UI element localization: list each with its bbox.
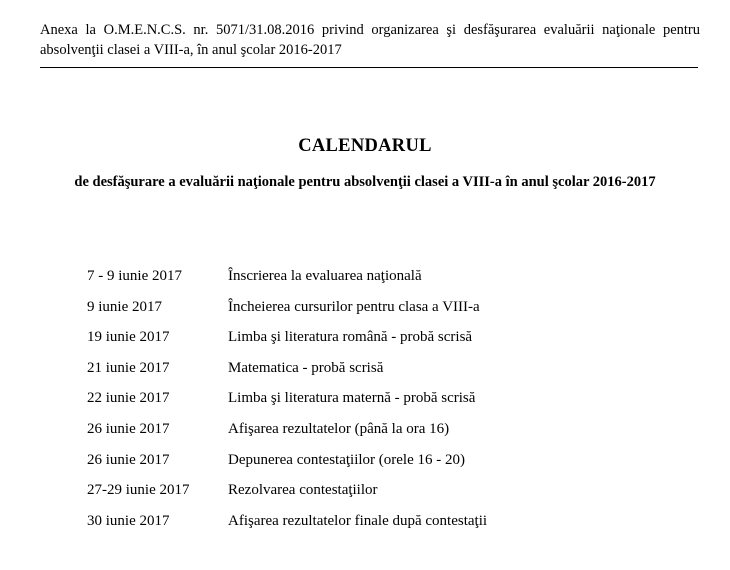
- calendar-event: Matematica - probă scrisă: [228, 359, 384, 376]
- calendar-event: Încheierea cursurilor pentru clasa a VIII-a: [228, 298, 480, 315]
- calendar-row: [87, 358, 687, 389]
- calendar-event: Rezolvarea contestaţiilor: [228, 482, 378, 499]
- calendar-row: [87, 388, 687, 419]
- calendar-event: Afişarea rezultatelor finale după contestaţii: [228, 512, 488, 529]
- calendar-row: [87, 327, 687, 358]
- calendar-list: [87, 266, 687, 541]
- calendar-row: [87, 480, 687, 511]
- calendar-date: 19 iunie 2017: [87, 329, 170, 346]
- calendar-date: 9 iunie 2017: [87, 298, 162, 315]
- calendar-event: Depunerea contestaţiilor (orele 16 - 20): [228, 451, 465, 468]
- calendar-event: Înscrierea la evaluarea naţională: [228, 268, 422, 284]
- calendar-row: [87, 450, 687, 481]
- calendar-row: [87, 419, 687, 450]
- annex-line-1: Anexa la O.M.E.N.C.S. nr. 5071/31.08.2016 privind organizarea şi desfăşurarea evaluării naţionale pentru: [40, 22, 700, 38]
- annex-header: [40, 20, 700, 60]
- annex-line-2: absolvenţii clasei a VIII-a, în anul şcolar 2016-2017: [40, 42, 342, 58]
- calendar-event: Afişarea rezultatelor (până la ora 16): [228, 420, 450, 437]
- header-divider: [40, 67, 698, 68]
- calendar-date: 21 iunie 2017: [87, 359, 170, 376]
- calendar-date: 22 iunie 2017: [87, 390, 170, 407]
- calendar-event: Limba şi literatura maternă - probă scrisă: [228, 390, 476, 407]
- calendar-date: 30 iunie 2017: [87, 512, 170, 529]
- calendar-date: 26 iunie 2017: [87, 451, 170, 468]
- calendar-date: 26 iunie 2017: [87, 420, 170, 437]
- document-subtitle: de desfăşurare a evaluării naţionale pentru absolvenţii clasei a VIII-a în anul şcolar 2016-2017: [74, 174, 656, 190]
- calendar-row: [87, 511, 687, 542]
- calendar-row: [87, 297, 687, 328]
- calendar-row: [87, 266, 687, 297]
- calendar-date: 7 - 9 iunie 2017: [87, 268, 182, 284]
- calendar-event: Limba şi literatura română - probă scrisă: [228, 329, 473, 346]
- calendar-date: 27-29 iunie 2017: [87, 482, 190, 499]
- document-title: CALENDARUL: [298, 136, 432, 156]
